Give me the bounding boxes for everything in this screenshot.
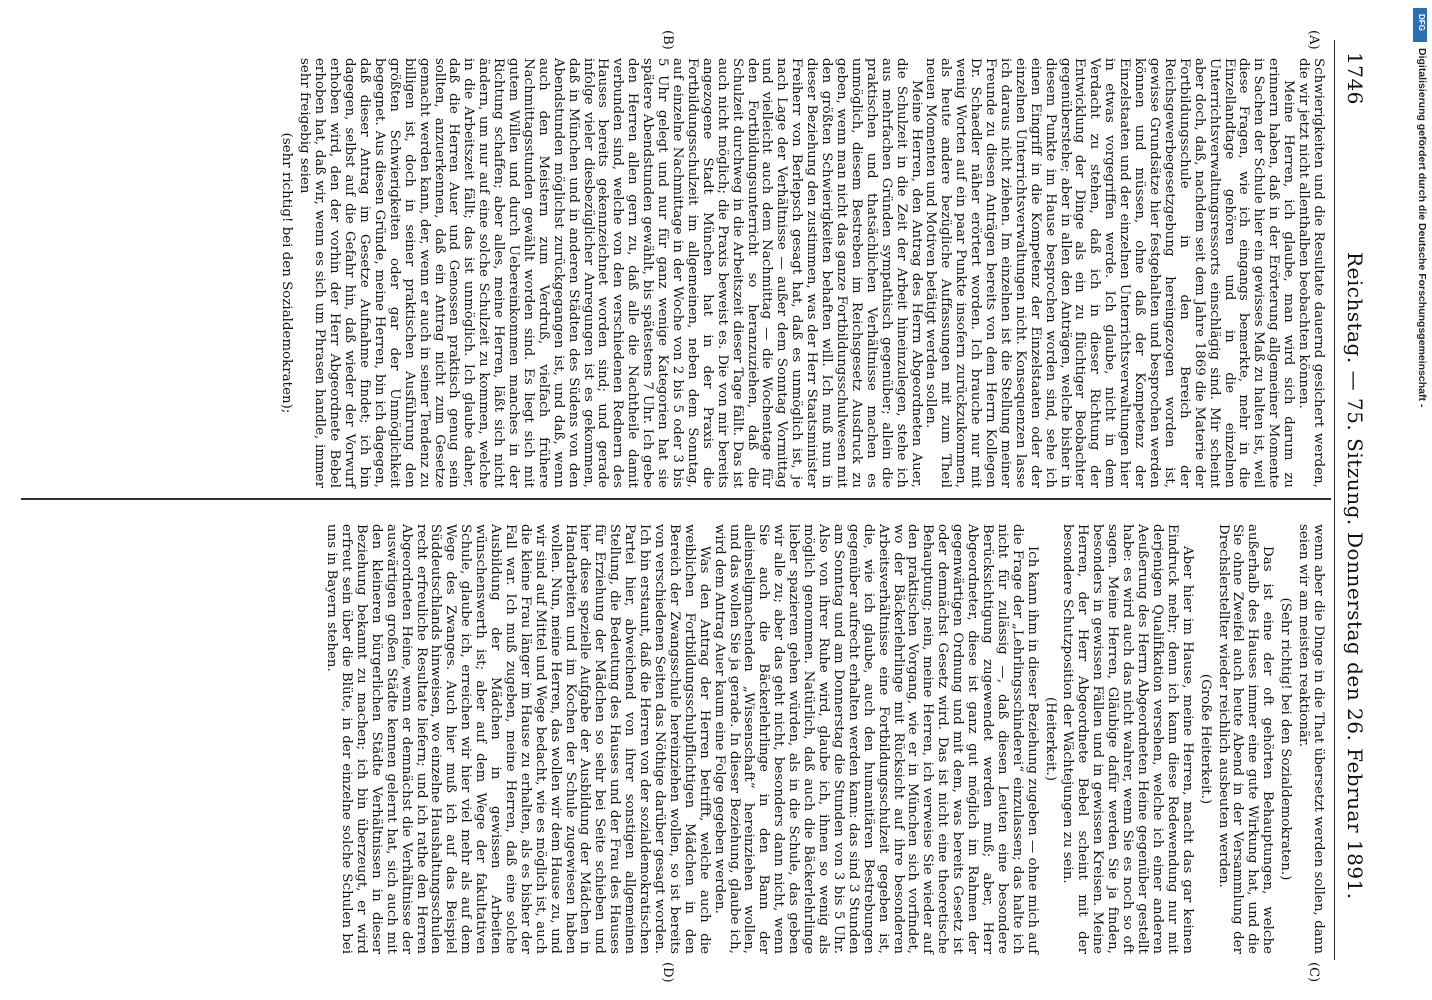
paragraph: Meine Herren, den Antrag des Herrn Abgeordneten Auer, die Schulzeit in die Zeit der Arbeit hineinzulegen, stehe ich aus mehrfachen Gründen sympathisch gegenüber; allein die praktischen und thatsächlichen Verhältnisse machen es unmöglich, diesem Bestreben im Reichsgesetz Ausdruck zu geben, wenn man nicht das ganze Fortbildungsschulwesen mit den größten Schwierigkeiten behaften will. Ich muß nun in dieser Beziehung den zustimmen, was der Herr Staatsminister Freiherr von Berlepsch gesagt hat, daß es unmöglich ist, je nach Lage der Verhältnisse — außer dem Sonntag Vormittag und vielleicht auch dem Nachmittag — die Wochentage für den Fortbildungsunterricht so heranzuziehen, daß die Schulzeit durchweg in die Arbeitszeit dieser Tage fällt. Das ist auch nicht möglich; die Praxis beweist es. Die von mir bereits angezogene Stadt München hat in der Praxis die Fortbildungsschulzeit im allgemeinen, neben dem Sonntag, auf einzelne Nachmittage in der Woche von 2 bis 5 oder 3 bis 5 Uhr gelegt und nur für ganz wenige Kategorien hat sie spätere Abendstunden gewählt, bis spätestens 7 Uhr. Ich gebe den Herren allen gern zu, daß alle die Nachtheile damit verbunden sind, welche von den verschiedenen Rednern des Hauses bereits gekennzeichnet worden sind; und gerade infolge vieler diesbezüglicher Anregungen ist es gekommen, daß in München und in anderen Städten des Südens von den Abendstunden möglichst zurückgegangen ist, und daß, wenn auch den Meistern zum Verdruß, vielfach frühere Nachmittagsstunden gewählt worden sind. Es liegt sich mit gutem Willen und durch Uebereinkommen manches in der Richtung schaffen; aber alles, meine Herren, läßt sich nicht ändern, um nur auf eine solche Schulzeit zu kommen, welche in die Arbeitszeit fällt; das ist unmöglich. Ich glaube daher, daß die Herren Auer und Genossen praktisch genug sein sollten, anzuerkennen, daß ein Antrag nicht zum Gesetze gemacht werden kann, der, wenn er auch in seiner Tendenz zu billigen ist, doch in seiner praktischen Ausführung den größten Schwierigkeiten oder gar der Unmöglichkeit begegnet. Aus diesen Gründe, meine Herren, bin ich dagegen, daß dieser Antrag im Gesetze Aufnahme findet; ich bin dagegen, selbst auf die Gefahr hin, daß wieder der Vorwurf erhoben wird, den der vorhin der Herr Abgeordnete Bebel erhoben hat, daß wir, wenn es sich um Phrasen handle, immer sehr freigebig seien — [297, 58, 924, 488]
session-date: Donnerstag den 26. Februar 1891. — [1343, 532, 1367, 900]
header-rule — [1334, 40, 1335, 960]
paragraph: Was den Antrag der Herren betrifft, welche auch die weiblichen Fortbildungsschulpflichtigen Mädchen in den Bereich der Zwangsschule hereinziehen wollen, so ist bereits von verschiedenen Seiten das Nöthige darüber gesagt worden. Ich bin erstaunt, daß die Herren von der sozialdemokratischen Partei hier, abweichend von ihrer sonstigen allgemeinen Stellung, die Bedeutung des Hauses und der Frau des Hauses für Erziehung der Mädchen so sehr bei Seite schieben und hier diese spezielle Aufgabe der Ausbildung der Mädchen in Handarbeiten und im Kochen der Schule zugewiesen haben wollen. Nun, meine Herren, das wollen wir dem Hause zu, und wir sind auf Mittel und Wege bedacht, wie es möglich ist, auch die kleine Frau länger im Hause zu erhalten, als es bisher der Fall war. Ich muß zugeben, meine Herren, daß eine solche Ausbildung der Mädchen in gewissen Arbeiten wünschenswerth ist; aber auf dem Wege der fakultativen Schule, glaube ich, erreichen wir hier viel mehr als auf dem Wege des Zwanges. Auch hier muß ich auf das Beispiel Süddeutschlands hinweisen, wo einzelne Haushaltungsschulen recht erfreuliche Resultate liefern; und ich rathe den Herren Abgeordneten Heine, wenn er demnächst die Verhältnisse der auswärtigen großen Städte kennen gelernt hat, sich auch mit den kleineren bürgerlichen Städte Verhältnissen in dieser Beziehung bekannt zu machen; ich bin überzeugt, er wird erfreut sein über die Blüte, in der einzelne solche Schulen bei uns in Bayern stehen. — [324, 524, 712, 954]
page-header — [1337, 52, 1377, 952]
paragraph: Schwierigkeiten und die Resultate dauernd gesichert werden, die wir jetzt nicht allenthalben beobachten können. — [1296, 58, 1326, 488]
dfg-credit-strip — [1410, 8, 1428, 438]
dfg-logo: DFG — [1413, 8, 1427, 42]
margin-marker-a: (A) — [1306, 30, 1321, 50]
paragraph: Das ist eine der oft gehörten Behauptungen, welche außerhalb des Hauses immer eine gute Wirkung hat, und die Sie ohne Zweifel auch heute Abend in der Versammlung der Drechslerstellter wieder reichlich ausbeuten werden. — [1215, 524, 1276, 954]
remark: (Große Heiterkeit.) — [1197, 673, 1213, 805]
remark: (Sehr richtig! bei den Sozialdemokraten.) — [1278, 597, 1294, 881]
left-column — [276, 58, 1325, 488]
remark: (sehr richtig! bei den Sozialdemokraten); — [279, 132, 295, 414]
margin-marker-d: (D) — [660, 962, 675, 983]
right-column — [323, 524, 1325, 954]
paragraph: Aber hier im Hause, meine Herren, macht das gar keinen Eindruck mehr; denn ich kann diese Redewendung nur mit derjenigen Qualifikation versehen, welche ich einer anderen Aeußerung des Herrn Abgeordneten Heine gegenüber gestellt habe: es wird auch das nicht wahrer, wenn Sie es noch so oft sagen. Meine Herren, Gläubige dafür werden Sie ja finden, besonders in gewissen Fällen und in gewissen Kreisen. Meine Herren, der Herr Abgeordnete Bebel scheint mit der besondere Schutzposition der Wächtejungen zu sein. — [1060, 524, 1195, 954]
paragraph: Meine Herren, ich glaube, man wird sich darum zu erinnern haben, daß in der Erörterung allgemeiner Momente in Sachen der Schule hier ein gewisses Maß zu halten ist, weil diese Fragen, wie ich eingangs bemerkte, mehr in die Einzellandtage gehören und in die einzelnen Unterrichtsverwaltungsressorts einschlägig sind. Mir scheint aber doch, daß, nachdem seit dem Jahre 1869 die Materie der Fortbildungsschule in den Bereich der Reichsgewerbegesetzgebung hereingezogen worden ist, gewisse Grundsätze hier festgehalten und besprochen werden können und müssen, ohne daß der Kompetenz der Einzelstaaten und der einzelnen Unterrichtsverwaltungen hier in etwas vorgegriffen werde. Ich glaube, nicht in dem Verdacht zu stehen, daß ich in dieser Richtung der Entwicklung der Dinge als ein zu flüchtiger Beobachter gegenüberstehe; aber in allen den Anträgen, welche bisher in diesem Punkte im Hause besprochen worden sind, sehe ich einen Eingriff in die Kompetenz der Einzelstaaten oder der einzelnen Unterrichtsverwaltungen nicht. Konsequenzen lasse ich daraus nicht ziehen. Im einzelnen ist die Stellung meiner Freunde zu diesen Anträgen bereits von dem Herrn Kollegen Dr. Schaedler näher erörtert worden. Ich brauche nur mit wenig Worten auf ein paar Punkte insofern zurückzukommen, als heute andere bezügliche Auffassungen mit zum Theil neuen Momenten und Motiven betätigt werden sollen. — [923, 58, 1297, 488]
paragraph: wenn aber die Dinge in die That übersetzt werden sollen, dann seien wir am meisten reaktionär. — [1296, 524, 1326, 954]
dfg-credit-text: Digitalisierung gefördert durch die Deutsche Forschungsgemeinschaft - — [1416, 48, 1428, 408]
margin-marker-c: (C) — [1306, 962, 1321, 983]
remark: (Heiterkeit.) — [1042, 696, 1058, 782]
session-title: Reichstag. — 75. Sitzung. — [1343, 252, 1367, 526]
margin-marker-b: (B) — [660, 30, 675, 50]
column-divider — [21, 498, 1331, 500]
page-number: 1746 — [1343, 52, 1367, 105]
paragraph: Ich kann ihm in dieser Beziehung zugeben — ohne mich auf die Frage der „Lehrlingsschinderei“ einzulassen; das halte ich nicht für zulässig —, daß diesen Leuten eine besondere Berücksichtigung zugewendet werden muß; aber, Herr Abgeordneter, diese ist ganz gut möglich im Rahmen der gegenwärtigen Ordnung und mit dem, was bereits Gesetz ist oder demnächst Gesetz wird. Das ist nicht eine theoretische Behauptung; nein, meine Herren, ich verweise Sie wieder auf den praktischen Vorgang, wie er in München sich vorfindet, wo der Bäckerlehrlinge mit Rücksicht auf ihre besonderen Arbeitsverhältnisse eine Fortbildungsschulzeit gegeben ist, die, wie ich glaube, auch den humanitären Bestrebungen gegenüber aufrecht erhalten werden kann: das sind 3 Stunden am Sonntag und am Donnerstag die Stunden von 3 bis 5 Uhr. Also von ihrer Ruhe wird, glaube ich, ihnen so wenig als möglich genommen. Natürlich, daß auch die Bäckerlehrlinge lieber spazieren gehen würden, als in die Schule, das geben wir alle zu; aber das geht nicht, besonders dann nicht, wenn Sie auch die Bäckerlehrlinge in den Bann der alleinseligmachenden „Wissenschaft“ hereinziehen wollen, und das wollen Sie ja gerade. In dieser Beziehung, glaube ich, wird dem Antrag Auer kaum eine Folge gegeben werden. — [711, 524, 1040, 954]
